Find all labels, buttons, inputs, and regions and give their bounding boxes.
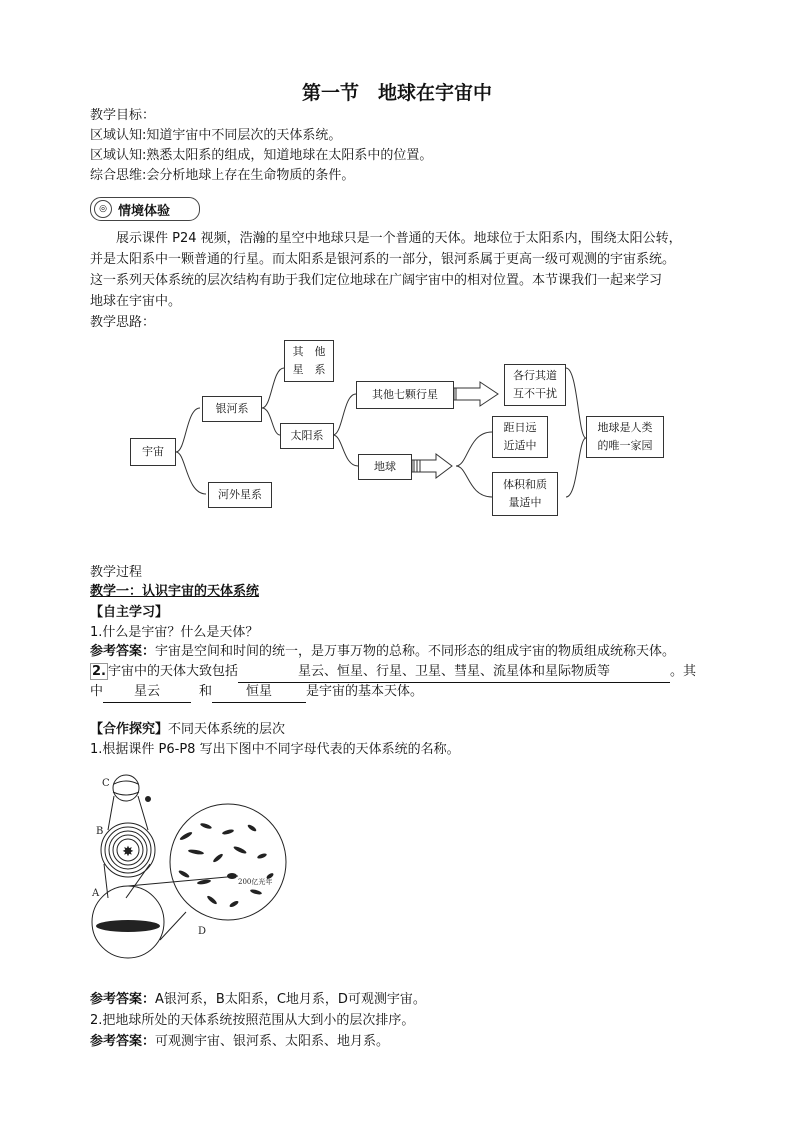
node-mass: 体积和质 量适中: [492, 472, 558, 516]
self-study-label: 【自主学习】: [90, 605, 169, 620]
objectives-heading: 教学目标：: [90, 108, 156, 123]
answer-label: 参考答案：: [90, 644, 156, 659]
question-2-text: 宇宙中的天体大致包括: [107, 664, 238, 679]
question-2-end: 是宇宙的基本天体。: [306, 684, 424, 699]
node-universe: 宇宙: [130, 438, 176, 466]
node-distance: 距日远 近适中: [492, 416, 548, 458]
answer-3: A银河系，B太阳系，C地月系，D可观测宇宙。: [155, 992, 426, 1007]
question-2-number: 2.: [92, 664, 106, 679]
objective-item: 综合思维:会分析地球上存在生命物质的条件。: [90, 168, 355, 183]
question-4: 2.把地球所处的天体系统按照范围从大到小的层次排序。: [90, 1013, 415, 1028]
scenario-line: 地球在宇宙中。: [90, 294, 182, 309]
node-solar-system: 太阳系: [280, 423, 334, 449]
svg-text:✸: ✸: [122, 844, 134, 860]
answer-label: 参考答案：: [90, 992, 156, 1007]
coop-label: 【合作探究】: [90, 722, 169, 737]
answer-blank: 星云、恒星、行星、卫星、彗星、流星体和星际物质等: [238, 662, 670, 683]
node-seven-planets: 其他七颗行星: [356, 381, 454, 409]
thinking-label: 教学思路：: [90, 315, 156, 330]
question-2-text: 和: [199, 684, 213, 699]
scenario-line: 这一系列天体系统的层次结构有助于我们定位地球在广阔宇宙中的相对位置。本节课我们一起来学习: [90, 273, 663, 288]
objective-item: 区域认知:熟悉太阳系的组成，知道地球在太阳系中的位置。: [90, 148, 433, 163]
process-heading: 教学过程: [90, 565, 143, 580]
page-title: 第一节 地球在宇宙中: [301, 82, 492, 104]
node-other-systems: 其 他 星 系: [284, 340, 334, 382]
answer-blank: 星云: [103, 682, 191, 703]
question-3: 1.根据课件 P6-P8 写出下图中不同字母代表的天体系统的名称。: [90, 742, 460, 757]
figure-scale-label: 200亿光年: [238, 878, 273, 886]
figure-label-d: D: [198, 926, 207, 937]
answer-1: 宇宙是空间和时间的统一，是万事万物的总称。不同形态的组成宇宙的物质组成统称天体。: [155, 644, 676, 659]
answer-blank: 恒星: [212, 682, 306, 703]
objective-item: 区域认知:知道宇宙中不同层次的天体系统。: [90, 128, 342, 143]
figure-label-c: C: [102, 778, 110, 789]
node-other-galaxies: 河外星系: [208, 482, 272, 508]
scenario-line: 展示课件 P24 视频，浩瀚的星空中地球只是一个普通的天体。地球位于太阳系内，围绕太阳公转，: [90, 231, 682, 246]
section-heading: 教学一：认识宇宙的天体系统: [90, 584, 260, 599]
node-earth: 地球: [358, 454, 412, 480]
scenario-icon: ◎: [94, 200, 112, 218]
node-orbits: 各行其道 互不干扰: [504, 364, 566, 406]
question-1: 1.什么是宇宙？什么是天体？: [90, 625, 259, 640]
coop-title: 不同天体系统的层次: [168, 722, 286, 737]
answer-4: 可观测宇宙、银河系、太阳系、地月系。: [155, 1034, 390, 1049]
figure-label-a: A: [92, 888, 100, 899]
question-2-mid: 。其: [670, 664, 697, 679]
node-home: 地球是人类 的唯一家园: [586, 416, 664, 458]
node-galaxy: 银河系: [202, 396, 262, 422]
question-2-text: 中: [90, 684, 104, 699]
answer-label: 参考答案：: [90, 1034, 156, 1049]
scenario-line: 并是太阳系中一颗普通的行星。而太阳系是银河系的一部分，银河系属于更高一级可观测的宇宙系统。: [90, 252, 676, 267]
scenario-badge-label: 情境体验: [118, 203, 171, 219]
figure-label-b: B: [96, 826, 104, 837]
